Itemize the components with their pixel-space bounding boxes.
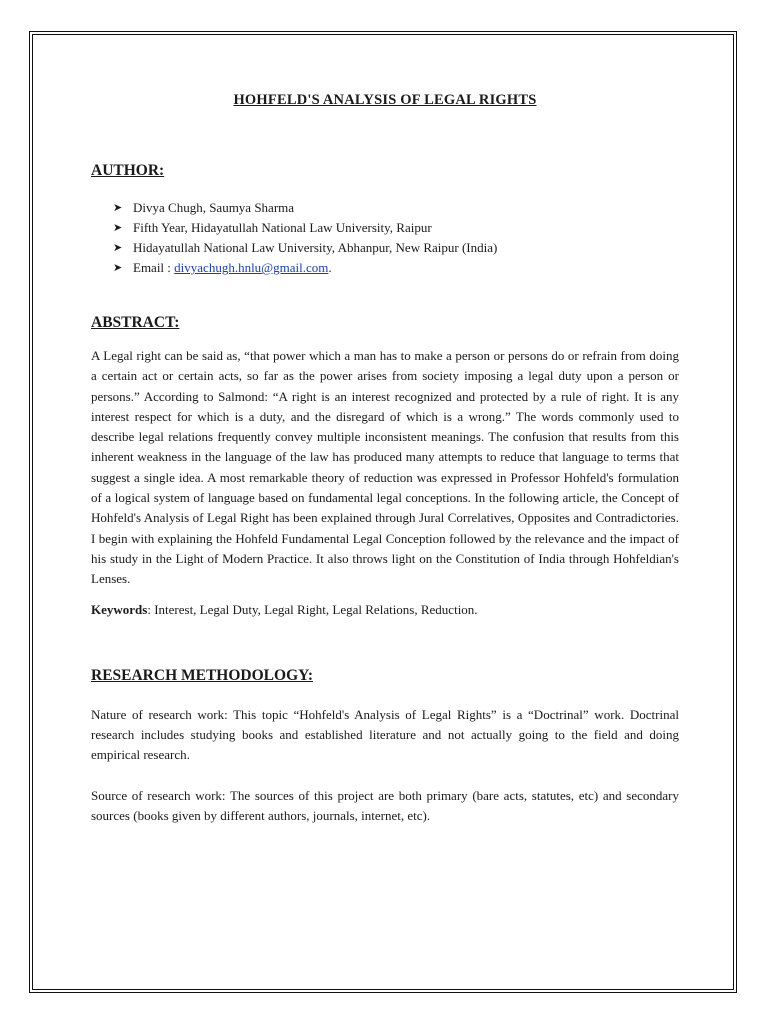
- arrowhead-bullet-icon: ➤: [113, 262, 123, 274]
- list-item: [113, 238, 679, 258]
- nature-paragraph: Nature of research work: This topic “Hohfeld's Analysis of Legal Rights” is a “Doctrinal” work. Doctrinal research includes studying books and established literature and not actually going to the field and doing empirical research.: [91, 706, 679, 763]
- abstract-paragraph: A Legal right can be said as, “that power which a man has to make a person or persons do or refrain from doing a certain act or certain acts, so far as the power arises from society imposing a legal duty upon a person or persons.” According to Salmond: “A right is an interest recognized and protected by a rule of right. It is any interest respect for which is a duty, and the disregard of which is a wrong.” The words commonly used to describe legal relations frequently convey multiple inconsistent meanings. The confusion that results from this inherent weakness in the language of the law has produced many attempts to reduce that language to terms that suggest a single idea. A most remarkable theory of reduction was expressed in Professor Hohfeld's formulation of a logical system of language based on fundamental legal conceptions. In the following article, the Concept of Hohfeld's Analysis of Legal Right has been explained through Jural Correlatives, Opposites and Contradictories. I begin with explaining the Hohfeld Fundamental Legal Conception followed by the relevance and the impact of his study in the Light of Modern Practice. It also throws light on the Constitution of India through Hohfeldian's Lenses.: [91, 348, 679, 587]
- keywords-text: : Interest, Legal Duty, Legal Right, Legal Relations, Reduction.: [147, 601, 478, 617]
- source-paragraph: Source of research work: The sources of this project are both primary (bare acts, statutes, etc) and secondary sources (books given by different authors, journals, internet, etc).: [91, 787, 679, 824]
- arrowhead-bullet-icon: ➤: [113, 222, 123, 234]
- keywords-line: [91, 600, 679, 620]
- document-title: HOHFELD'S ANALYSIS OF LEGAL RIGHTS: [233, 92, 537, 108]
- keywords-label: Keywords: [91, 601, 148, 617]
- list-item: [113, 258, 679, 278]
- author-year: Fifth Year, Hidayatullah National Law University, Raipur: [133, 220, 432, 235]
- author-institution: Hidayatullah National Law University, Abhanpur, New Raipur (India): [133, 240, 498, 255]
- author-heading: AUTHOR:: [91, 162, 165, 179]
- abstract-heading: ABSTRACT:: [91, 314, 180, 331]
- list-item: [113, 218, 679, 238]
- author-list: [113, 198, 679, 278]
- email-link[interactable]: divyachugh.hnlu@gmail.com: [174, 260, 329, 275]
- email-label: Email :: [133, 260, 175, 275]
- list-item: [113, 198, 679, 218]
- methodology-heading: RESEARCH METHODOLOGY:: [91, 666, 314, 684]
- arrowhead-bullet-icon: ➤: [113, 202, 123, 214]
- email-suffix: .: [328, 260, 332, 275]
- arrowhead-bullet-icon: ➤: [113, 242, 123, 254]
- author-names: Divya Chugh, Saumya Sharma: [133, 200, 295, 215]
- document-page: [91, 92, 679, 826]
